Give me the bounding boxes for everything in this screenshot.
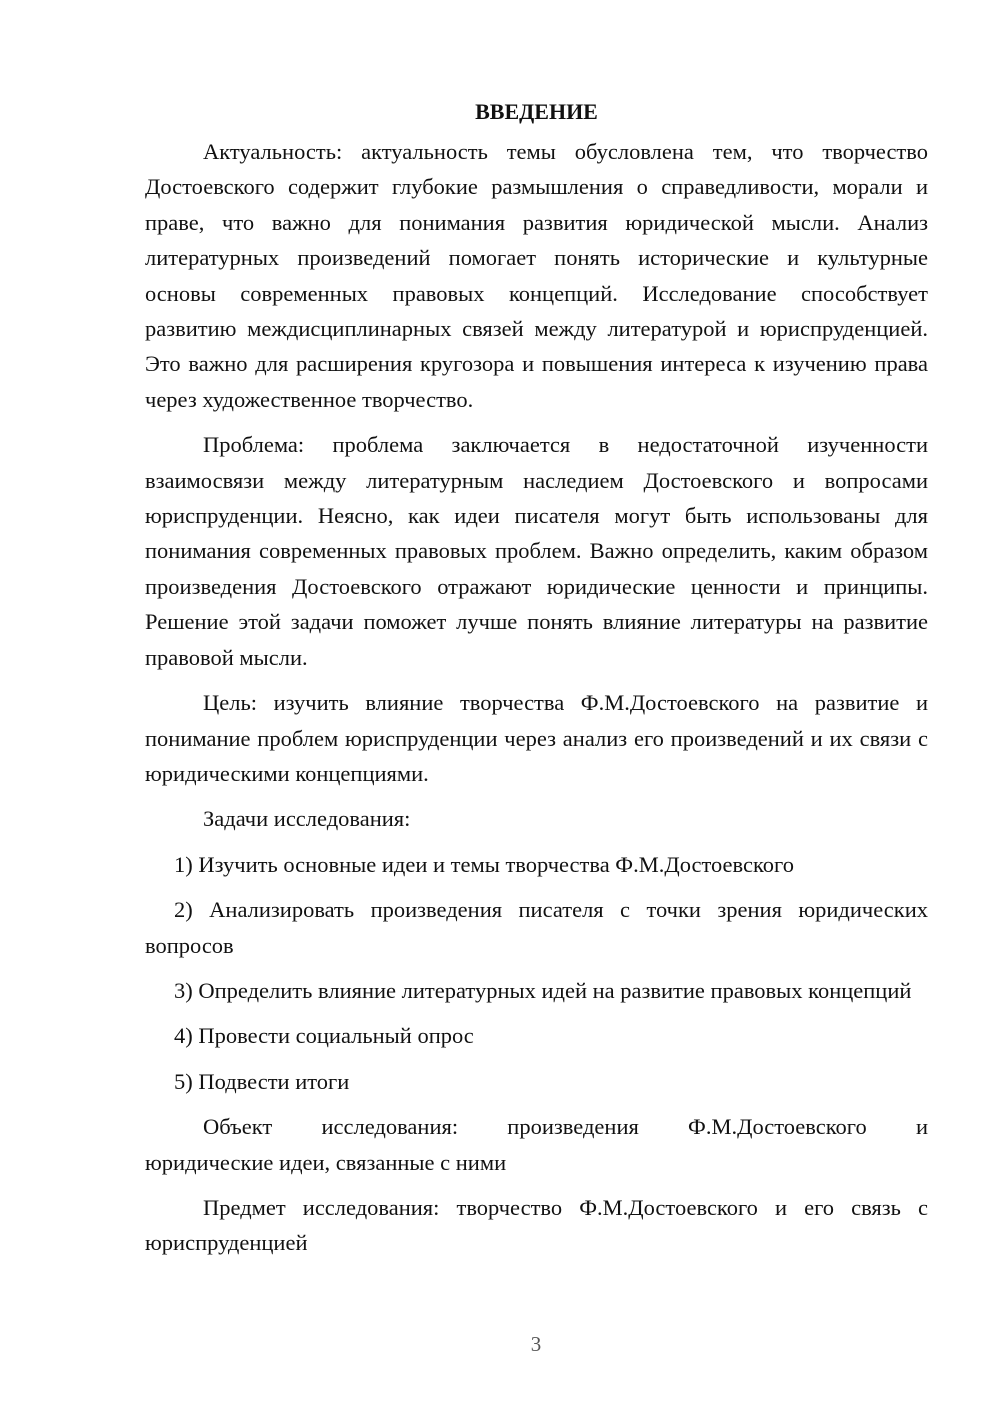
page-number: 3 (530, 1332, 542, 1356)
task-item-2: 2) Анализировать произведения писателя с точки зрения юридических вопросов (145, 897, 928, 958)
object-line-2: юридические идеи, связанные с ними (145, 1149, 507, 1175)
task-item-1: 1) Изучить основные идеи и темы творчества Ф.М.Достоевского (174, 851, 794, 877)
subject-paragraph: Предмет исследования: творчество Ф.М.Достоевского и его связь с юриспруденцией (145, 1194, 928, 1256)
relevance-paragraph: Актуальность: актуальность темы обусловлена тем, что творчество Достоевского содержит глубокие размышления о справедливости, морали и праве, что важно для понимания развития юридической мысли. Анализ литературных произведений помогает понять исторические и культурные основы современных правовых концепций. Исследование способствует развитию междисциплинарных связей между литературой и юриспруденцией. Это важно для расширения кругозора и повышения интереса к изучению права через художественное творчество. (145, 139, 928, 412)
page-content (145, 94, 928, 1271)
object-paragraph (145, 1109, 928, 1180)
task-item-3: 3) Определить влияние литературных идей на развитие правовых концепций (174, 977, 912, 1003)
task-item-4: 4) Провести социальный опрос (174, 1023, 474, 1049)
task-item-5: 5) Подвести итоги (174, 1068, 350, 1094)
section-title: ВВЕДЕНИЕ (475, 99, 598, 124)
tasks-heading: Задачи исследования: (203, 806, 411, 832)
problem-paragraph: Проблема: проблема заключается в недостаточной изученности взаимосвязи между литературным наследием Достоевского и вопросами юриспруденции. Неясно, как идеи писателя могут быть использованы для понимания современных правовых проблем. Важно определить, каким образом произведения Достоевского отражают юридические ценности и принципы. Решение этой задачи поможет лучше понять влияние литературы на развитие правовой мысли. (145, 432, 928, 670)
goal-paragraph: Цель: изучить влияние творчества Ф.М.Достоевского на развитие и понимание проблем юриспруденции через анализ его произведений и их связи с юридическими концепциями. (145, 690, 928, 786)
object-line-1: Объект исследования: произведения Ф.М.Достоевского и (203, 1114, 928, 1140)
